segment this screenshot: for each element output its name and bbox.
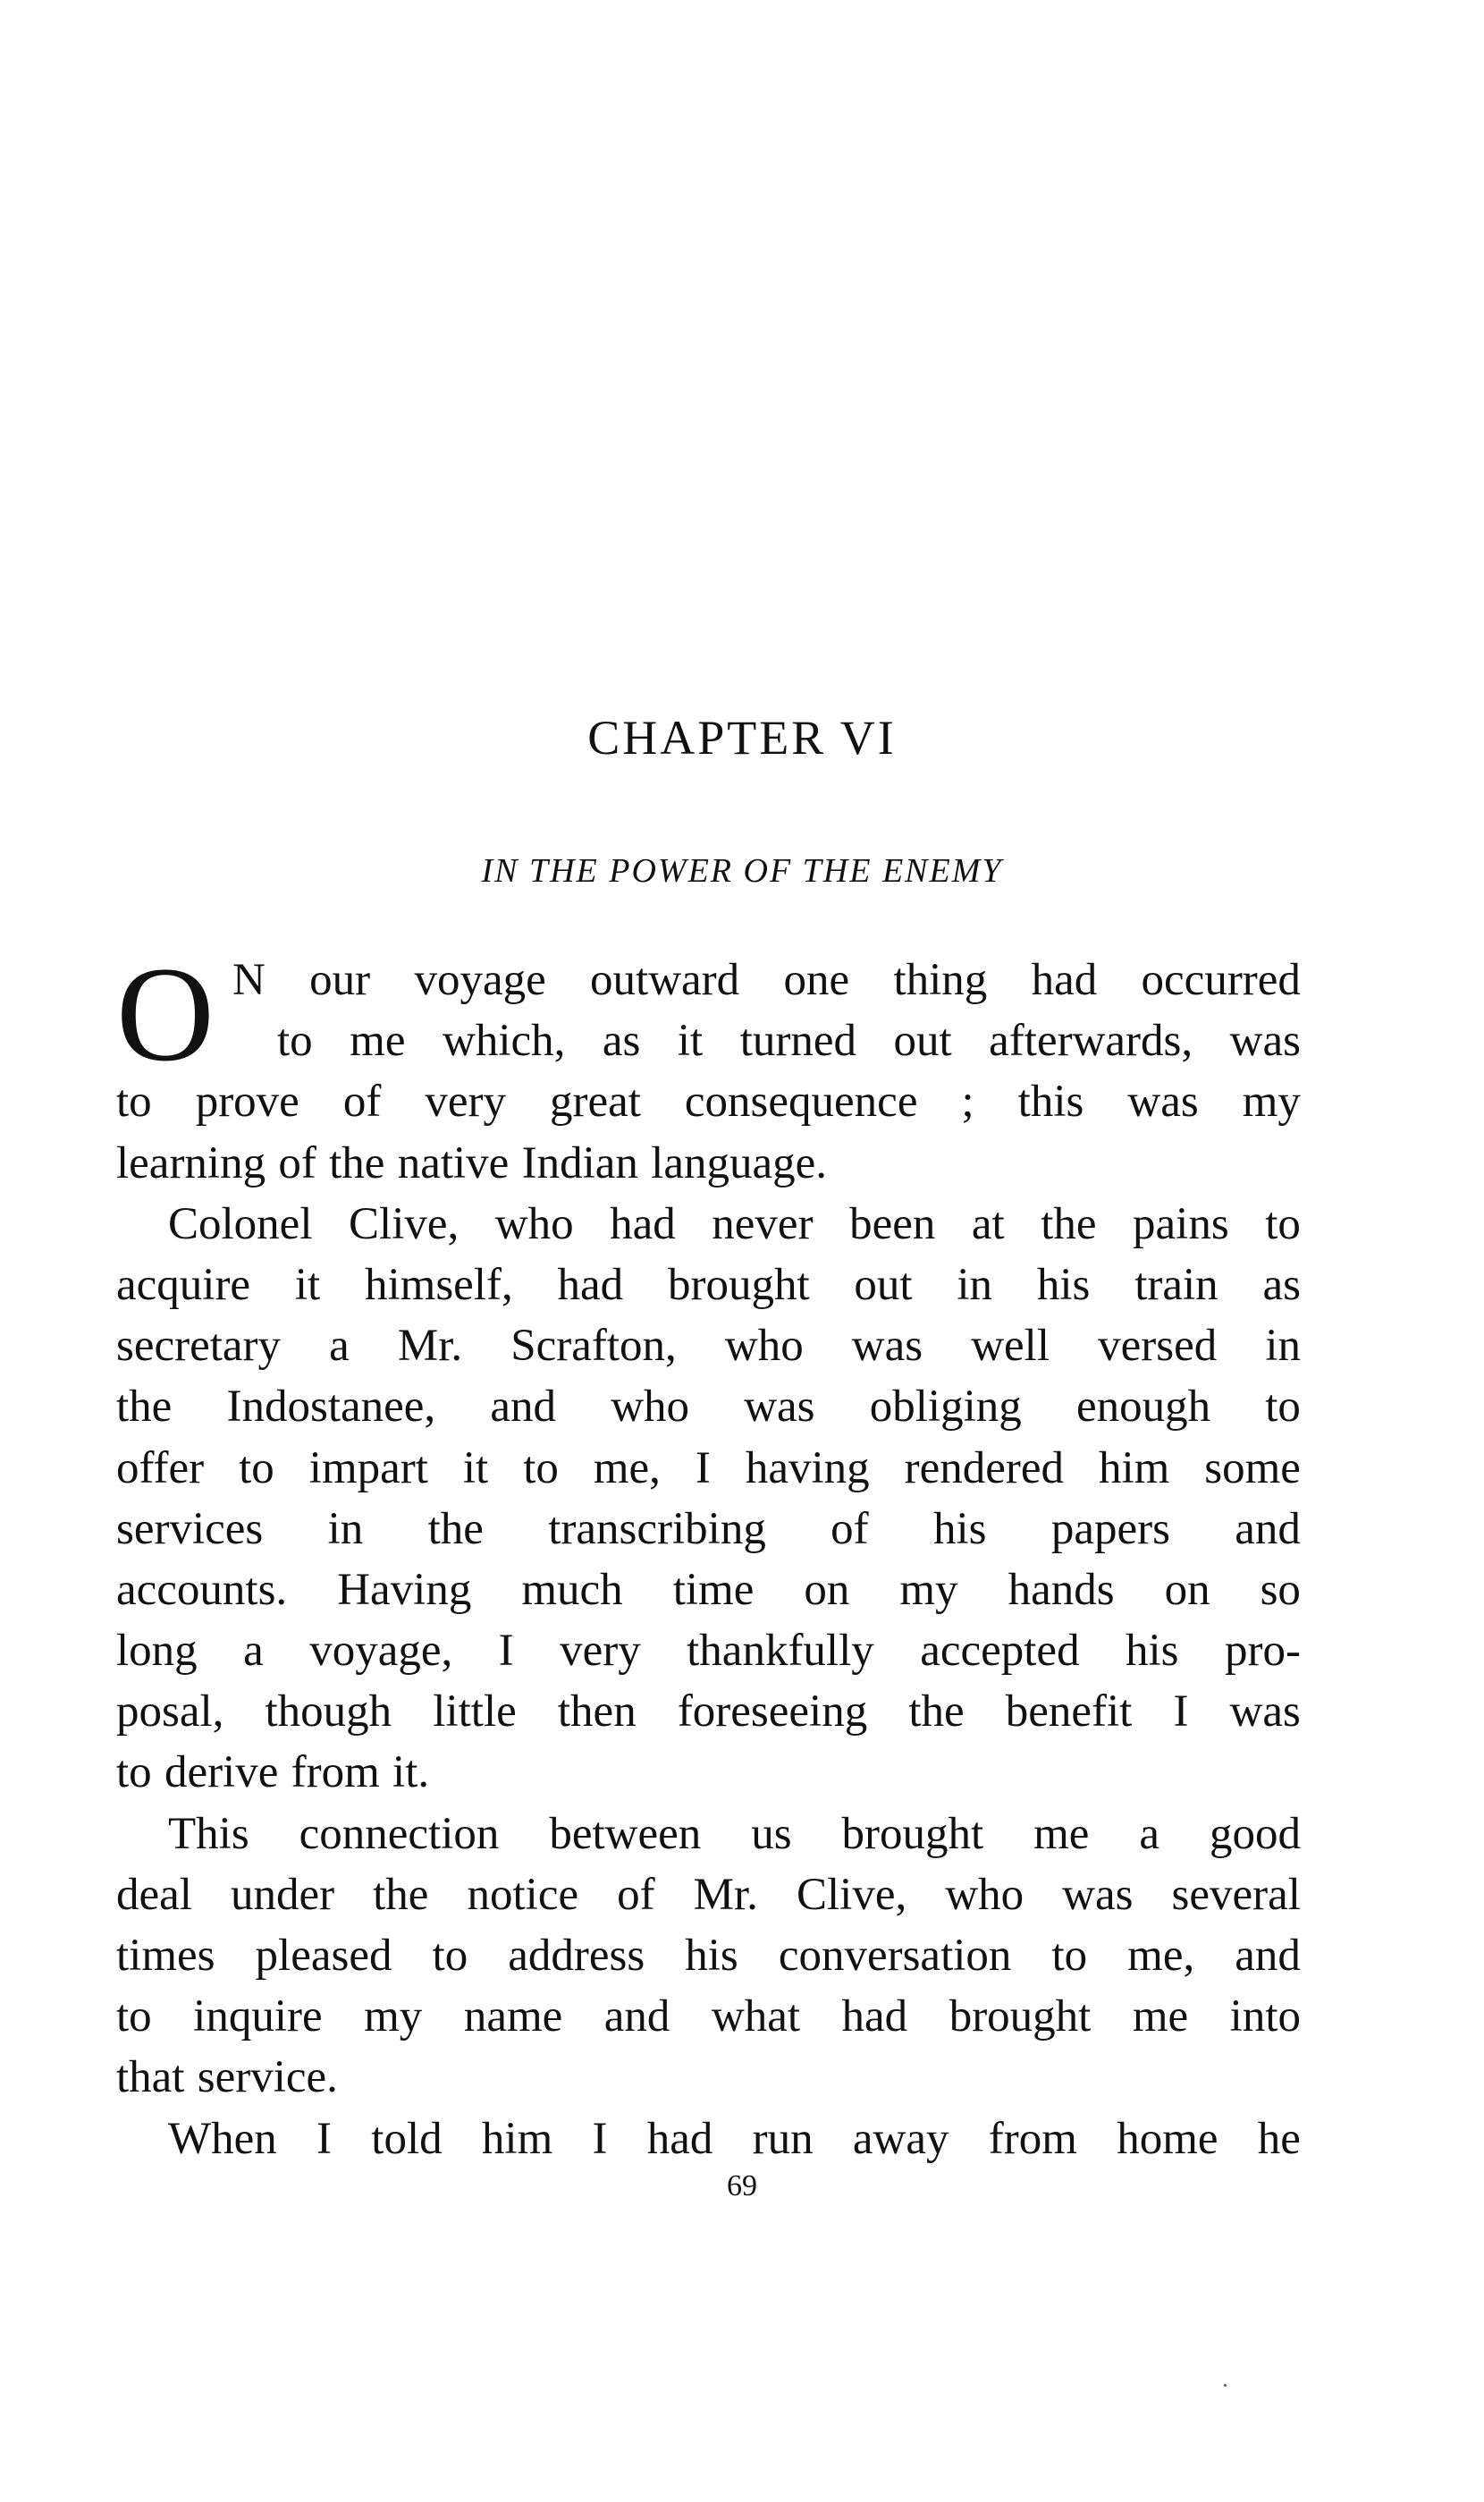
speck-mark: [1224, 2384, 1227, 2387]
word: turned: [739, 1016, 856, 1067]
word: had: [557, 1259, 624, 1310]
word: to: [432, 1931, 468, 1981]
word: in: [957, 1259, 993, 1310]
word: who: [945, 1869, 1024, 1920]
word: great: [549, 1077, 641, 1128]
word: my: [899, 1564, 958, 1615]
word: a: [1139, 1808, 1160, 1859]
word: of: [617, 1869, 655, 1920]
word: notice: [467, 1869, 579, 1920]
word: who: [494, 1198, 574, 1249]
word: native: [397, 1137, 510, 1188]
word: occurred: [1141, 955, 1301, 1005]
word: this: [1017, 1077, 1084, 1128]
page-number: 69: [727, 2169, 757, 2202]
word: little: [433, 1686, 517, 1737]
word: to: [1265, 1198, 1301, 1249]
chapter-title: IN THE POWER OF THE ENEMY: [481, 852, 1003, 890]
word: having: [745, 1442, 870, 1493]
word: language.: [651, 1137, 827, 1188]
word: foreseeing: [677, 1686, 868, 1737]
word: as: [602, 1016, 641, 1067]
word: and: [1235, 1931, 1301, 1981]
text-line: [116, 950, 1301, 1010]
word: N: [232, 955, 266, 1005]
word: which,: [442, 1016, 566, 1067]
word: versed: [1098, 1321, 1218, 1372]
word: his: [1036, 1259, 1091, 1310]
word: one: [783, 955, 850, 1005]
word: what: [711, 1991, 801, 2042]
word: service.: [197, 2052, 338, 2103]
word: it: [462, 1442, 489, 1493]
text-line: [116, 1681, 1301, 1742]
word: told: [371, 2113, 443, 2164]
word: the: [1041, 1198, 1097, 1249]
word: hands: [1008, 1564, 1115, 1615]
text-line: [116, 1255, 1301, 1315]
word: Colonel: [168, 1198, 313, 1249]
word: had: [1031, 955, 1098, 1005]
word: that: [116, 2052, 185, 2103]
word: I: [1173, 1686, 1189, 1737]
word: from: [988, 2113, 1077, 2164]
word: learning: [116, 1137, 266, 1188]
word: Indostanee,: [226, 1382, 436, 1433]
word: to: [239, 1442, 274, 1493]
word: a: [243, 1626, 264, 1677]
word: a: [329, 1321, 350, 1372]
word: thing: [893, 955, 988, 1005]
word: derive: [164, 1747, 279, 1798]
text-line: [116, 1499, 1301, 1560]
word: much: [521, 1564, 623, 1615]
word: on: [804, 1564, 850, 1615]
word: pro-: [1224, 1626, 1301, 1677]
chapter-number: CHAPTER VI: [587, 711, 897, 765]
word: under: [230, 1869, 335, 1920]
word: home: [1117, 2113, 1218, 2164]
word: secretary: [116, 1321, 282, 1372]
word: him: [481, 2113, 553, 2164]
word: very: [425, 1077, 506, 1128]
word: at: [971, 1198, 1005, 1249]
word: I: [695, 1442, 711, 1493]
text-line: [116, 1438, 1301, 1499]
word: the: [116, 1382, 173, 1433]
word: name: [463, 1991, 563, 2042]
text-line: [116, 1071, 1301, 1132]
word: enough: [1075, 1382, 1211, 1433]
word: pains: [1133, 1198, 1229, 1249]
word: was: [1229, 1686, 1301, 1737]
word: accepted: [920, 1626, 1080, 1677]
word: in: [1265, 1321, 1301, 1372]
word: of: [342, 1077, 382, 1128]
word: to: [277, 1016, 313, 1067]
word: the: [908, 1686, 965, 1737]
word: had: [841, 1991, 908, 2042]
word: on: [1164, 1564, 1210, 1615]
word: me: [1033, 1808, 1090, 1859]
word: well: [971, 1321, 1050, 1372]
word: time: [672, 1564, 755, 1615]
word: never: [712, 1198, 814, 1249]
word: When: [168, 2113, 277, 2164]
word: then: [557, 1686, 637, 1737]
word: This: [168, 1808, 249, 1859]
word: deal: [116, 1869, 192, 1920]
word: the: [373, 1869, 429, 1920]
text-line: [116, 1925, 1301, 1986]
word: transcribing: [548, 1503, 766, 1554]
word: me: [350, 1016, 406, 1067]
word: his: [1126, 1626, 1179, 1677]
word: pleased: [255, 1931, 392, 1981]
word: Mr.: [693, 1869, 758, 1920]
word: train: [1134, 1259, 1218, 1310]
word: benefit: [1005, 1686, 1133, 1737]
word: Having: [337, 1564, 472, 1615]
word: away: [852, 2113, 949, 2164]
word: offer: [116, 1442, 205, 1493]
word: and: [490, 1382, 556, 1433]
text-line: [116, 1804, 1301, 1864]
word: who: [724, 1321, 804, 1372]
word: been: [849, 1198, 936, 1249]
word: to: [116, 1991, 152, 2042]
text-line: [116, 1986, 1301, 2047]
word: run: [752, 2113, 814, 2164]
word: voyage: [414, 955, 546, 1005]
word: address: [508, 1931, 645, 1981]
word: had: [610, 1198, 676, 1249]
word: he: [1257, 2113, 1301, 2164]
word: inquire: [193, 1991, 323, 2042]
word: Clive,: [796, 1869, 907, 1920]
word: obliging: [869, 1382, 1022, 1433]
word: Scrafton,: [510, 1321, 677, 1372]
text-line: [116, 1315, 1301, 1376]
word: I: [592, 2113, 608, 2164]
word: us: [751, 1808, 792, 1859]
text-line: [116, 2109, 1301, 2169]
word: ;: [961, 1077, 974, 1128]
word: me,: [593, 1442, 661, 1493]
word: was: [1062, 1869, 1134, 1920]
word: out: [854, 1259, 913, 1310]
word: it: [677, 1016, 704, 1067]
word: connection: [299, 1808, 500, 1859]
word: rendered: [904, 1442, 1064, 1493]
word: the: [427, 1503, 484, 1554]
word: consequence: [684, 1077, 918, 1128]
word: was: [851, 1321, 923, 1372]
text-line: [116, 1194, 1301, 1255]
word: I: [498, 1626, 514, 1677]
body-text: [116, 950, 1301, 2169]
word: I: [316, 2113, 333, 2164]
word: impart: [308, 1442, 428, 1493]
word: to: [1051, 1931, 1088, 1981]
word: acquire: [116, 1259, 251, 1310]
word: long: [116, 1626, 198, 1677]
word: afterwards,: [989, 1016, 1193, 1067]
word: Clive,: [349, 1198, 460, 1249]
word: outward: [590, 955, 740, 1005]
word: it: [294, 1259, 321, 1310]
word: between: [549, 1808, 702, 1859]
word: brought: [841, 1808, 984, 1859]
word: was: [1229, 1016, 1301, 1067]
word: voyage,: [309, 1626, 453, 1677]
text-line: [116, 1742, 1301, 1803]
word: of: [831, 1503, 869, 1554]
word: several: [1171, 1869, 1301, 1920]
word: my: [1242, 1077, 1301, 1128]
word: good: [1209, 1808, 1301, 1859]
word: some: [1204, 1442, 1301, 1493]
word: in: [327, 1503, 364, 1554]
word: as: [1262, 1259, 1301, 1310]
word: Mr.: [397, 1321, 463, 1372]
word: thankfully: [687, 1626, 874, 1677]
text-line: [116, 1010, 1301, 1071]
word: papers: [1050, 1503, 1170, 1554]
word: had: [646, 2113, 713, 2164]
word: very: [560, 1626, 641, 1677]
word: to: [523, 1442, 559, 1493]
word: was: [1127, 1077, 1199, 1128]
word: it.: [392, 1747, 430, 1798]
word: conversation: [778, 1931, 1012, 1981]
word: and: [1235, 1503, 1301, 1554]
text-line: [116, 1620, 1301, 1681]
word: me,: [1127, 1931, 1195, 1981]
word: accounts.: [116, 1564, 288, 1615]
word: and: [603, 1991, 670, 2042]
word: himself,: [365, 1259, 513, 1310]
word: my: [364, 1991, 423, 2042]
drop-cap: O: [116, 939, 215, 1089]
word: me: [1132, 1991, 1189, 2042]
word: posal,: [116, 1686, 224, 1737]
word: him: [1098, 1442, 1170, 1493]
word: to: [1265, 1382, 1301, 1433]
word: out: [893, 1016, 952, 1067]
word: the: [329, 1137, 385, 1188]
word: so: [1260, 1564, 1301, 1615]
word: his: [685, 1931, 738, 1981]
text-line: [116, 2047, 1301, 2108]
word: was: [744, 1382, 815, 1433]
word: to: [116, 1747, 152, 1798]
word: prove: [195, 1077, 299, 1128]
word: of: [278, 1137, 316, 1188]
word: Indian: [521, 1137, 638, 1188]
word: who: [611, 1382, 690, 1433]
word: brought: [949, 1991, 1092, 2042]
text-line: [116, 1560, 1301, 1620]
text-line: [116, 1376, 1301, 1437]
text-line: [116, 1133, 1301, 1194]
word: into: [1229, 1991, 1301, 2042]
word: from: [291, 1747, 380, 1798]
word: to: [116, 1077, 152, 1128]
word: our: [309, 955, 371, 1005]
word: his: [932, 1503, 987, 1554]
word: times: [116, 1931, 215, 1981]
text-line: [116, 1864, 1301, 1925]
word: though: [265, 1686, 392, 1737]
word: brought: [667, 1259, 810, 1310]
word: services: [116, 1503, 264, 1554]
